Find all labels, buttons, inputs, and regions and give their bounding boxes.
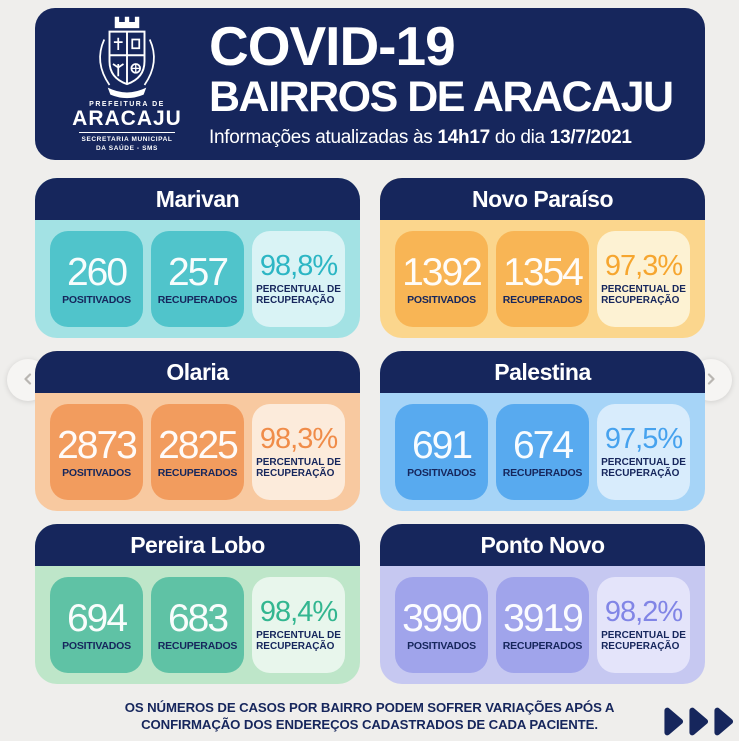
positives-box	[395, 577, 488, 673]
updated-time: 14h17	[437, 127, 490, 149]
triple-arrow-right-icon	[713, 706, 734, 741]
recovered-label: RECUPERADOS	[157, 293, 238, 306]
recovered-value: 674	[512, 423, 573, 467]
card-title: Olaria	[35, 351, 360, 393]
recovered-box	[151, 231, 244, 327]
triple-arrow-right-icon	[688, 706, 709, 741]
recovery-pct-box	[597, 577, 690, 673]
recovered-label: RECUPERADOS	[502, 293, 583, 306]
positives-box	[395, 404, 488, 500]
recovered-value: 683	[167, 596, 228, 640]
positives-label: POSITIVADOS	[62, 466, 131, 479]
recovered-box	[496, 404, 589, 500]
card-ponto-novo	[380, 524, 705, 684]
recovered-value: 1354	[503, 250, 582, 294]
card-pereira-lobo	[35, 524, 360, 684]
header-titles	[209, 14, 673, 149]
positives-label: POSITIVADOS	[62, 293, 131, 306]
positives-label: POSITIVADOS	[407, 466, 476, 479]
recovered-box	[496, 577, 589, 673]
aracaju-crest-icon	[61, 15, 193, 99]
card-title: Novo Paraíso	[380, 178, 705, 220]
card-palestina	[380, 351, 705, 511]
card-title: Ponto Novo	[380, 524, 705, 566]
recovery-pct-value: 98,4%	[259, 596, 338, 628]
card-body	[380, 393, 705, 511]
chevron-left-icon	[21, 372, 35, 389]
logo-org: ARACAJU	[72, 106, 182, 130]
recovery-pct-value: 97,5%	[604, 423, 683, 455]
triple-arrow-right-icon	[663, 706, 684, 741]
chevron-right-icon	[704, 372, 718, 389]
recovered-value: 3919	[503, 596, 582, 640]
positives-box	[395, 231, 488, 327]
recovered-value: 257	[167, 250, 228, 294]
footer-line-2: CONFIRMAÇÃO DOS ENDEREÇOS CADASTRADOS DE CADA PACIENTE.	[141, 717, 598, 732]
recovery-pct-box	[252, 577, 345, 673]
recovery-pct-value: 97,3%	[604, 250, 683, 282]
recovered-label: RECUPERADOS	[502, 639, 583, 652]
positives-label: POSITIVADOS	[407, 293, 476, 306]
logo-divider	[79, 132, 175, 133]
footer-line-1: OS NÚMEROS DE CASOS POR BAIRRO PODEM SOFRER VARIAÇÕES APÓS A	[124, 700, 615, 715]
positives-value: 2873	[57, 423, 136, 467]
prefeitura-logo	[61, 15, 193, 154]
recovery-pct-label: PERCENTUAL DE RECUPERAÇÃO	[256, 457, 341, 479]
card-title: Marivan	[35, 178, 360, 220]
recovery-pct-value: 98,2%	[604, 596, 683, 628]
logo-dept: SECRETARIA MUNICIPAL DA SAÚDE - SMS	[81, 135, 173, 152]
updated-at-text: Informações atualizadas às 14h17 do dia 13/7/2021	[209, 127, 632, 149]
card-body	[380, 220, 705, 338]
positives-value: 260	[66, 250, 127, 294]
recovery-pct-value: 98,8%	[259, 250, 338, 282]
positives-box	[50, 577, 143, 673]
recovery-pct-label: PERCENTUAL DE RECUPERAÇÃO	[601, 284, 686, 306]
updated-date: 13/7/2021	[549, 127, 632, 149]
card-novo-paraiso	[380, 178, 705, 338]
recovered-label: RECUPERADOS	[502, 466, 583, 479]
page-subtitle-line: BAIRROS DE ARACAJU	[209, 72, 673, 121]
recovery-pct-box	[597, 404, 690, 500]
footer-disclaimer	[0, 699, 739, 733]
recovered-value: 2825	[158, 423, 237, 467]
card-olaria	[35, 351, 360, 511]
recovery-pct-box	[252, 404, 345, 500]
bairro-cards-grid	[35, 178, 705, 684]
card-body	[35, 566, 360, 684]
recovery-pct-box	[597, 231, 690, 327]
recovery-pct-label: PERCENTUAL DE RECUPERAÇÃO	[256, 630, 341, 652]
recovered-box	[151, 404, 244, 500]
positives-value: 694	[66, 596, 127, 640]
recovery-pct-label: PERCENTUAL DE RECUPERAÇÃO	[601, 630, 686, 652]
recovery-pct-label: PERCENTUAL DE RECUPERAÇÃO	[256, 284, 341, 306]
positives-value: 3990	[402, 596, 481, 640]
positives-label: POSITIVADOS	[62, 639, 131, 652]
card-body	[35, 393, 360, 511]
recovered-label: RECUPERADOS	[157, 639, 238, 652]
recovery-pct-label: PERCENTUAL DE RECUPERAÇÃO	[601, 457, 686, 479]
positives-label: POSITIVADOS	[407, 639, 476, 652]
recovery-pct-box	[252, 231, 345, 327]
card-title: Pereira Lobo	[35, 524, 360, 566]
card-body	[380, 566, 705, 684]
positives-box	[50, 231, 143, 327]
card-marivan	[35, 178, 360, 338]
card-title: Palestina	[380, 351, 705, 393]
logo-org-small: PREFEITURA DE	[89, 100, 165, 108]
positives-value: 691	[411, 423, 472, 467]
header-banner	[35, 8, 705, 160]
positives-value: 1392	[402, 250, 481, 294]
recovered-label: RECUPERADOS	[157, 466, 238, 479]
pager-arrows	[663, 706, 734, 741]
recovery-pct-value: 98,3%	[259, 423, 338, 455]
page-title: COVID-19	[209, 14, 455, 77]
positives-box	[50, 404, 143, 500]
recovered-box	[496, 231, 589, 327]
card-body	[35, 220, 360, 338]
recovered-box	[151, 577, 244, 673]
